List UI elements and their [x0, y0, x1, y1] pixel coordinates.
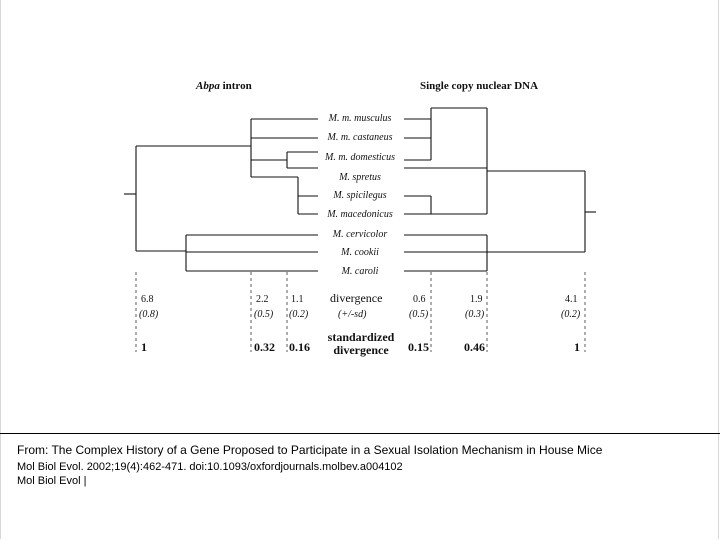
standardized-line2: divergence: [333, 343, 389, 357]
divergence-sd: (0.3): [465, 309, 485, 320]
taxon-label: M. macedonicus: [327, 209, 393, 220]
standardized-divergence-label: [320, 331, 402, 357]
standardized-value: 1: [574, 340, 580, 354]
sd-label: (+/-sd): [338, 309, 367, 320]
abpa-gene-name: Abpa: [196, 80, 220, 92]
taxon-label: M. cookii: [341, 247, 379, 258]
taxon-label: M. m. domesticus: [325, 152, 395, 163]
standardized-line1: standardized: [327, 330, 395, 344]
divergence-value: 2.2: [256, 294, 269, 305]
standardized-value: 0.46: [464, 340, 485, 354]
divergence-value: 4.1: [565, 294, 578, 305]
taxon-label: M. spicilegus: [333, 190, 387, 201]
caption-title: From: The Complex History of a Gene Proposed to Participate in a Sexual Isolation Mechanism in House Mice: [17, 443, 603, 457]
divergence-label: divergence: [330, 291, 383, 305]
taxon-label: M. cervicolor: [332, 229, 388, 240]
taxon-label: M. spretus: [339, 172, 381, 183]
divergence-sd: (0.5): [409, 309, 429, 320]
divergence-sd: (0.5): [254, 309, 274, 320]
standardized-value: 0.16: [289, 340, 310, 354]
divergence-sd: (0.2): [289, 309, 309, 320]
right-tree-header: Single copy nuclear DNA: [420, 80, 539, 92]
divergence-value: 0.6: [413, 294, 426, 305]
caption-divider: [0, 433, 720, 434]
divergence-sd: (0.2): [561, 309, 581, 320]
divergence-sd: (0.8): [139, 309, 159, 320]
caption-journal: Mol Biol Evol |: [17, 475, 87, 487]
divergence-value: 1.9: [470, 294, 483, 305]
taxon-label: M. caroli: [341, 266, 379, 277]
standardized-value: 0.15: [408, 340, 429, 354]
standardized-value: 1: [141, 340, 147, 354]
standardized-value: 0.32: [254, 340, 275, 354]
divergence-value: 6.8: [141, 294, 154, 305]
left-tree-header: [196, 80, 252, 92]
taxon-label: M. m. castaneus: [327, 132, 393, 143]
divergence-value: 1.1: [291, 294, 304, 305]
intron-label: intron: [219, 80, 252, 92]
taxon-label: M. m. musculus: [328, 113, 392, 124]
caption-citation: Mol Biol Evol. 2002;19(4):462-471. doi:10.1093/oxfordjournals.molbev.a004102: [17, 461, 403, 473]
